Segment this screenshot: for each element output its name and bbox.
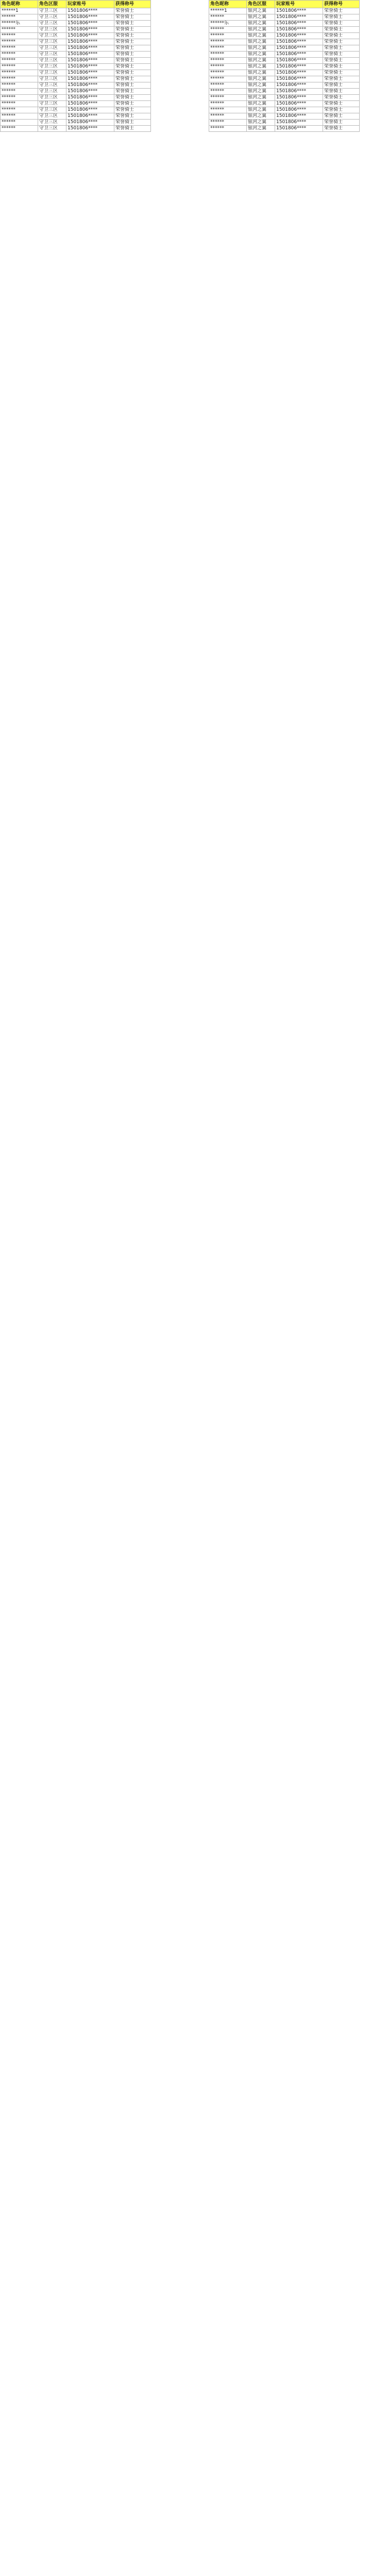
cell-account: 1501806**** (275, 70, 323, 76)
cell-role-name: ******乐 (1, 21, 38, 27)
cell-account: 1501806**** (66, 120, 114, 126)
table-row (209, 126, 360, 132)
cell-account: 1501806**** (66, 39, 114, 45)
cell-role-name: ****** (209, 39, 247, 45)
cell-server: 银河之翼 (247, 58, 275, 64)
cell-server: 银河之翼 (247, 126, 275, 132)
cell-account: 1501806**** (66, 126, 114, 132)
table-row (209, 101, 360, 107)
header-row (1, 1, 151, 8)
header-role-name: 角色昵称 (1, 1, 38, 8)
cell-role-name: ****** (209, 113, 247, 120)
cell-server: 守卫三区 (38, 113, 66, 120)
cell-title: 荣誉骑士 (323, 120, 360, 126)
cell-account: 1501806**** (275, 64, 323, 70)
table-row (209, 33, 360, 39)
cell-account: 1501806**** (275, 95, 323, 101)
cell-server: 守卫三区 (38, 70, 66, 76)
cell-title: 荣誉骑士 (114, 58, 151, 64)
header-title: 获得称号 (114, 1, 151, 8)
cell-role-name: ****** (209, 89, 247, 95)
cell-role-name: ****** (1, 45, 38, 52)
cell-title: 荣誉骑士 (323, 113, 360, 120)
cell-title: 荣誉骑士 (323, 45, 360, 52)
cell-account: 1501806**** (66, 107, 114, 113)
cell-server: 银河之翼 (247, 76, 275, 82)
cell-account: 1501806**** (66, 113, 114, 120)
cell-role-name: ****** (1, 120, 38, 126)
cell-role-name: ****** (1, 14, 38, 21)
cell-server: 银河之翼 (247, 33, 275, 39)
table-row (1, 120, 151, 126)
cell-title: 荣誉骑士 (323, 52, 360, 58)
header-account: 玩家账号 (275, 1, 323, 8)
table-row (1, 82, 151, 89)
cell-account: 1501806**** (275, 58, 323, 64)
cell-title: 荣誉骑士 (323, 8, 360, 14)
cell-title: 荣誉骑士 (114, 39, 151, 45)
table-row (1, 45, 151, 52)
cell-title: 荣誉骑士 (114, 21, 151, 27)
cell-server: 银河之翼 (247, 113, 275, 120)
table-row (209, 70, 360, 76)
cell-title: 荣誉骑士 (114, 33, 151, 39)
cell-server: 守卫三区 (38, 107, 66, 113)
cell-role-name: ****** (209, 126, 247, 132)
right-table (209, 0, 360, 132)
cell-title: 荣誉骑士 (323, 82, 360, 89)
cell-title: 荣誉骑士 (323, 70, 360, 76)
cell-server: 守卫三区 (38, 95, 66, 101)
cell-title: 荣誉骑士 (114, 113, 151, 120)
cell-role-name: ****** (209, 107, 247, 113)
table-row (209, 107, 360, 113)
cell-role-name: ****** (209, 95, 247, 101)
cell-role-name: ******1 (1, 8, 38, 14)
cell-account: 1501806**** (66, 8, 114, 14)
table-row (1, 33, 151, 39)
cell-account: 1501806**** (275, 107, 323, 113)
cell-server: 守卫三区 (38, 45, 66, 52)
cell-account: 1501806**** (66, 101, 114, 107)
table-row (209, 64, 360, 70)
cell-title: 荣誉骑士 (323, 39, 360, 45)
cell-account: 1501806**** (66, 21, 114, 27)
table-row (209, 58, 360, 64)
cell-role-name: ****** (1, 52, 38, 58)
cell-account: 1501806**** (66, 95, 114, 101)
cell-role-name: ****** (1, 33, 38, 39)
cell-account: 1501806**** (275, 27, 323, 33)
cell-server: 守卫三区 (38, 120, 66, 126)
table-row (1, 14, 151, 21)
cell-title: 荣誉骑士 (114, 107, 151, 113)
cell-role-name: ****** (209, 64, 247, 70)
table-row (209, 45, 360, 52)
cell-account: 1501806**** (275, 8, 323, 14)
cell-account: 1501806**** (275, 126, 323, 132)
header-server: 角色区服 (247, 1, 275, 8)
cell-account: 1501806**** (275, 33, 323, 39)
table-row (209, 120, 360, 126)
cell-title: 荣誉骑士 (323, 58, 360, 64)
cell-server: 守卫三区 (38, 64, 66, 70)
cell-title: 荣誉骑士 (114, 45, 151, 52)
cell-account: 1501806**** (66, 14, 114, 21)
cell-account: 1501806**** (66, 52, 114, 58)
cell-title: 荣誉骑士 (323, 14, 360, 21)
cell-server: 银河之翼 (247, 89, 275, 95)
cell-title: 荣誉骑士 (114, 64, 151, 70)
table-row (209, 76, 360, 82)
cell-account: 1501806**** (275, 101, 323, 107)
table-row (209, 89, 360, 95)
cell-title: 荣誉骑士 (323, 64, 360, 70)
table-row (1, 126, 151, 132)
table-row (209, 14, 360, 21)
cell-server: 银河之翼 (247, 107, 275, 113)
cell-server: 守卫三区 (38, 101, 66, 107)
cell-server: 守卫三区 (38, 8, 66, 14)
cell-role-name: ****** (1, 76, 38, 82)
cell-server: 守卫三区 (38, 21, 66, 27)
cell-server: 银河之翼 (247, 39, 275, 45)
table-row (1, 8, 151, 14)
cell-role-name: ****** (1, 89, 38, 95)
cell-title: 荣誉骑士 (323, 21, 360, 27)
cell-role-name: ****** (209, 52, 247, 58)
cell-server: 银河之翼 (247, 27, 275, 33)
cell-server: 守卫三区 (38, 39, 66, 45)
cell-server: 守卫三区 (38, 82, 66, 89)
cell-account: 1501806**** (66, 70, 114, 76)
cell-role-name: ****** (209, 76, 247, 82)
cell-role-name: ****** (209, 45, 247, 52)
table-row (1, 89, 151, 95)
cell-server: 守卫三区 (38, 33, 66, 39)
table-row (1, 21, 151, 27)
cell-account: 1501806**** (275, 39, 323, 45)
table-row (1, 113, 151, 120)
left-table (0, 0, 151, 132)
cell-account: 1501806**** (275, 52, 323, 58)
cell-title: 荣誉骑士 (323, 101, 360, 107)
cell-title: 荣誉骑士 (114, 14, 151, 21)
cell-title: 荣誉骑士 (114, 8, 151, 14)
cell-role-name: ****** (209, 82, 247, 89)
cell-server: 守卫三区 (38, 52, 66, 58)
table-row (209, 21, 360, 27)
table-row (1, 39, 151, 45)
cell-title: 荣誉骑士 (323, 33, 360, 39)
table-row (209, 8, 360, 14)
cell-server: 守卫三区 (38, 76, 66, 82)
cell-role-name: ****** (209, 101, 247, 107)
cell-account: 1501806**** (275, 21, 323, 27)
cell-server: 守卫三区 (38, 126, 66, 132)
cell-account: 1501806**** (275, 82, 323, 89)
cell-title: 荣誉骑士 (323, 89, 360, 95)
cell-server: 守卫三区 (38, 89, 66, 95)
cell-server: 银河之翼 (247, 120, 275, 126)
header-account: 玩家账号 (66, 1, 114, 8)
cell-role-name: ****** (1, 70, 38, 76)
cell-role-name: ****** (1, 113, 38, 120)
table-row (1, 101, 151, 107)
cell-account: 1501806**** (66, 27, 114, 33)
cell-server: 银河之翼 (247, 14, 275, 21)
cell-server: 银河之翼 (247, 101, 275, 107)
cell-account: 1501806**** (275, 76, 323, 82)
cell-account: 1501806**** (66, 58, 114, 64)
cell-title: 荣誉骑士 (323, 107, 360, 113)
table-row (1, 70, 151, 76)
cell-account: 1501806**** (275, 14, 323, 21)
cell-title: 荣誉骑士 (323, 76, 360, 82)
cell-title: 荣誉骑士 (114, 101, 151, 107)
cell-server: 守卫三区 (38, 58, 66, 64)
cell-role-name: ****** (1, 64, 38, 70)
cell-title: 荣誉骑士 (114, 120, 151, 126)
cell-account: 1501806**** (66, 45, 114, 52)
table-row (209, 52, 360, 58)
cell-role-name: ****** (209, 33, 247, 39)
cell-role-name: ****** (1, 101, 38, 107)
table-row (1, 58, 151, 64)
cell-account: 1501806**** (66, 33, 114, 39)
cell-account: 1501806**** (275, 120, 323, 126)
cell-server: 银河之翼 (247, 8, 275, 14)
cell-server: 银河之翼 (247, 21, 275, 27)
cell-role-name: ****** (209, 14, 247, 21)
table-row (1, 107, 151, 113)
cell-role-name: ****** (209, 58, 247, 64)
cell-account: 1501806**** (275, 113, 323, 120)
cell-server: 银河之翼 (247, 64, 275, 70)
cell-account: 1501806**** (66, 76, 114, 82)
cell-role-name: ******1 (209, 8, 247, 14)
cell-server: 银河之翼 (247, 52, 275, 58)
cell-server: 守卫三区 (38, 27, 66, 33)
cell-server: 银河之翼 (247, 45, 275, 52)
cell-role-name: ****** (1, 95, 38, 101)
cell-server: 银河之翼 (247, 70, 275, 76)
table-row (1, 76, 151, 82)
cell-account: 1501806**** (275, 89, 323, 95)
cell-server: 银河之翼 (247, 95, 275, 101)
cell-title: 荣誉骑士 (323, 27, 360, 33)
cell-server: 银河之翼 (247, 82, 275, 89)
cell-account: 1501806**** (66, 82, 114, 89)
cell-title: 荣誉骑士 (114, 52, 151, 58)
cell-title: 荣誉骑士 (323, 126, 360, 132)
header-title: 获得称号 (323, 1, 360, 8)
cell-title: 荣誉骑士 (114, 89, 151, 95)
cell-role-name: ****** (1, 107, 38, 113)
cell-role-name: ****** (209, 70, 247, 76)
header-row (209, 1, 360, 8)
cell-title: 荣誉骑士 (114, 70, 151, 76)
cell-role-name: ******乐 (209, 21, 247, 27)
cell-role-name: ****** (1, 82, 38, 89)
cell-role-name: ****** (1, 39, 38, 45)
table-row (209, 113, 360, 120)
table-row (1, 64, 151, 70)
cell-title: 荣誉骑士 (114, 95, 151, 101)
table-row (209, 39, 360, 45)
table-row (1, 52, 151, 58)
cell-title: 荣誉骑士 (323, 95, 360, 101)
table-row (209, 95, 360, 101)
cell-title: 荣誉骑士 (114, 76, 151, 82)
cell-account: 1501806**** (66, 64, 114, 70)
cell-role-name: ****** (1, 27, 38, 33)
cell-title: 荣誉骑士 (114, 126, 151, 132)
table-row (1, 27, 151, 33)
table-row (209, 27, 360, 33)
cell-title: 荣誉骑士 (114, 82, 151, 89)
cell-role-name: ****** (1, 126, 38, 132)
cell-role-name: ****** (1, 58, 38, 64)
cell-title: 荣誉骑士 (114, 27, 151, 33)
cell-account: 1501806**** (275, 45, 323, 52)
cell-role-name: ****** (209, 120, 247, 126)
cell-role-name: ****** (209, 27, 247, 33)
cell-account: 1501806**** (66, 89, 114, 95)
table-row (209, 82, 360, 89)
header-role-name: 角色昵称 (209, 1, 247, 8)
table-row (1, 95, 151, 101)
cell-server: 守卫三区 (38, 14, 66, 21)
header-server: 角色区服 (38, 1, 66, 8)
